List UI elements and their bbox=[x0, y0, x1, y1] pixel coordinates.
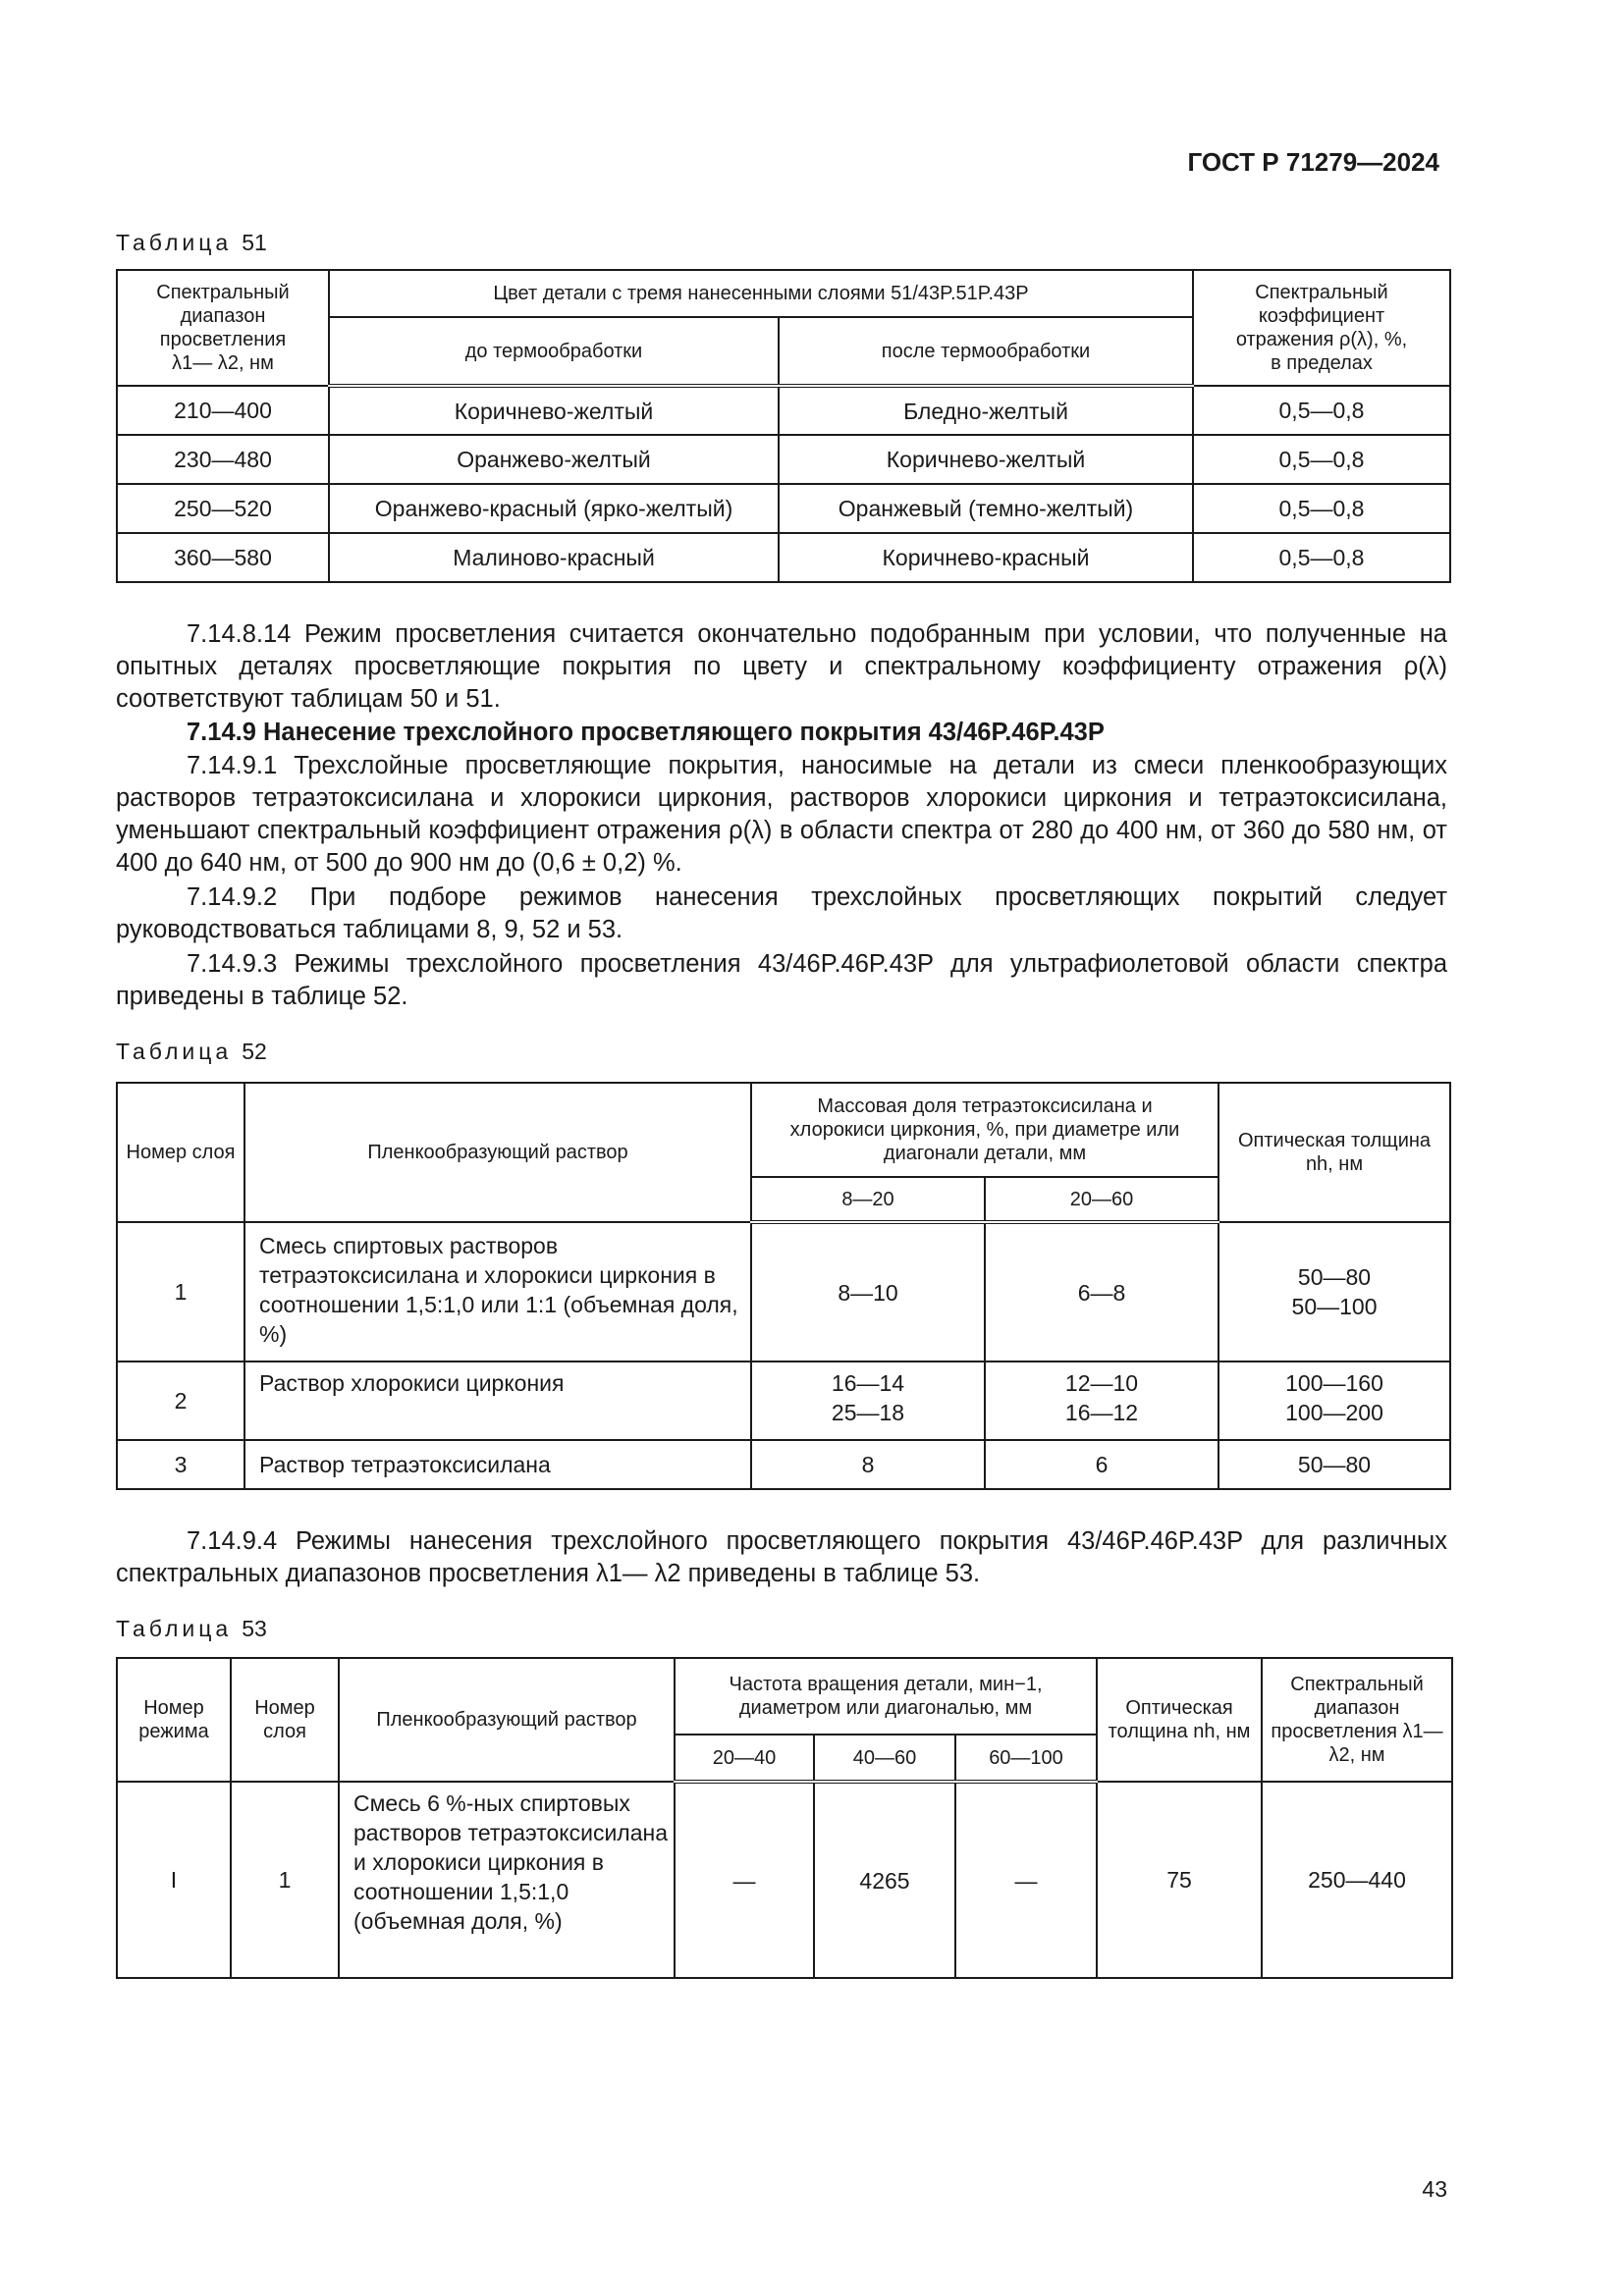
table-53-caption: Таблица 53 bbox=[116, 1616, 267, 1641]
table-row: 250—520 Оранжево-красный (ярко-желтый) Оранжевый (темно-желтый) 0,5—0,8 bbox=[117, 484, 1450, 533]
paragraph-7-14-9-2: 7.14.9.2 При подборе режимов нанесения трехслойных просветляющих покрытий следует руководствоваться таблицами 8, 9, 52 и 53. bbox=[116, 883, 1447, 943]
table-53-header-layer: Номер слоя bbox=[231, 1658, 339, 1782]
table-53-header-f2: 40—60 bbox=[814, 1735, 955, 1782]
paragraph-7-14-8-14: 7.14.8.14 Режим просветления считается окончательно подобранным при условии, что полученные на опытных деталях просветляющие покрытия по цвету и спектральному коэффициенту отражения ρ(λ) соответствуют таблицам 50 и 51. bbox=[116, 620, 1447, 713]
table-53-header-mode: Номер режима bbox=[117, 1658, 231, 1782]
table-51-header-range: Спектральный диапазон просветления λ1— λ2, нм bbox=[117, 270, 329, 386]
paragraph-7-14-9-4: 7.14.9.4 Режимы нанесения трехслойного просветляющего покрытия 43/46P.46P.43P для различных спектральных диапазонов просветления λ1— λ2 приведены в таблице 53. bbox=[116, 1527, 1447, 1587]
table-52-caption: Таблица 52 bbox=[116, 1039, 267, 1064]
table-51-header-coefficient: Спектральный коэффициент отражения ρ(λ), %, в пределах bbox=[1193, 270, 1450, 386]
table-52-header-solution: Пленкообразующий раствор bbox=[244, 1083, 751, 1222]
table-53-header-optical: Оптическая толщина nh, нм bbox=[1097, 1658, 1262, 1782]
table-row: 210—400 Коричнево-желтый Бледно-желтый 0,5—0,8 bbox=[117, 386, 1450, 435]
table-51 bbox=[116, 269, 1451, 583]
paragraph-7-14-9-3: 7.14.9.3 Режимы трехслойного просветления 43/46P.46P.43P для ультрафиолетовой области спектра приведены в таблице 52. bbox=[116, 950, 1447, 1010]
table-52-header-d2: 20—60 bbox=[985, 1177, 1218, 1222]
table-53-header-range: Спектральный диапазон просветления λ1— λ2, нм bbox=[1262, 1658, 1452, 1782]
paragraph-7-14-9-1: 7.14.9.1 Трехслойные просветляющие покрытия, наносимые на детали из смеси пленкообразующих растворов тетраэтоксисилана и хлорокиси циркония, растворов хлорокиси циркония и тетраэтоксисилана, уменьшают спектральный коэффициент отражения ρ(λ) в области спектра от 280 до 400 нм, от 360 до 580 нм, от 400 до 640 нм, от 500 до 900 нм до (0,6 ± 0,2) %. bbox=[116, 752, 1447, 877]
table-row: I 1 Смесь 6 %-ных спиртовых растворов тетраэтоксисилана и хлорокиси циркония в соотношении 1,5:1,0 (объемная доля, %) — 4265 — 75 250—440 bbox=[117, 1782, 1452, 1978]
table-51-header-before: до термообработки bbox=[329, 317, 779, 386]
table-row: 230—480 Оранжево-желтый Коричнево-желтый 0,5—0,8 bbox=[117, 435, 1450, 484]
table-row: 1 Смесь спиртовых растворов тетраэтоксисилана и хлорокиси циркония в соотношении 1,5:1,0 или 1:1 (объемная доля, %) 8—10 6—8 50—80 50—100 bbox=[117, 1222, 1450, 1362]
table-52-header-mass: Массовая доля тетраэтоксисилана и хлорокиси циркония, %, при диаметре или диагонали детали, мм bbox=[751, 1083, 1218, 1177]
table-51-caption: Таблица 51 bbox=[116, 230, 267, 255]
table-51-header-color: Цвет детали с тремя нанесенными слоями 51/43P.51P.43P bbox=[329, 270, 1193, 317]
table-52-header-optical: Оптическая толщина nh, нм bbox=[1218, 1083, 1450, 1222]
document-code: ГОСТ Р 71279—2024 bbox=[1187, 147, 1439, 177]
table-51-header-after: после термообработки bbox=[779, 317, 1193, 386]
table-53-header-solution: Пленкообразующий раствор bbox=[339, 1658, 675, 1782]
table-53 bbox=[116, 1657, 1453, 1979]
table-52 bbox=[116, 1082, 1451, 1490]
table-52-header-d1: 8—20 bbox=[751, 1177, 985, 1222]
table-53-header-f1: 20—40 bbox=[675, 1735, 814, 1782]
section-heading-7-14-9: 7.14.9 Нанесение трехслойного просветляющего покрытия 43/46P.46P.43P bbox=[187, 719, 1105, 746]
table-53-header-frequency: Частота вращения детали, мин−1, диаметром или диагональю, мм bbox=[675, 1658, 1097, 1735]
table-row: 3 Раствор тетраэтоксисилана 8 6 50—80 bbox=[117, 1440, 1450, 1489]
page-number: 43 bbox=[1422, 2176, 1447, 2202]
table-52-header-layer: Номер слоя bbox=[117, 1083, 244, 1222]
table-row: 360—580 Малиново-красный Коричнево-красный 0,5—0,8 bbox=[117, 533, 1450, 582]
table-row: 2 Раствор хлорокиси циркония 16—14 25—18 12—10 16—12 100—160 100—200 bbox=[117, 1362, 1450, 1440]
table-53-header-f3: 60—100 bbox=[955, 1735, 1097, 1782]
